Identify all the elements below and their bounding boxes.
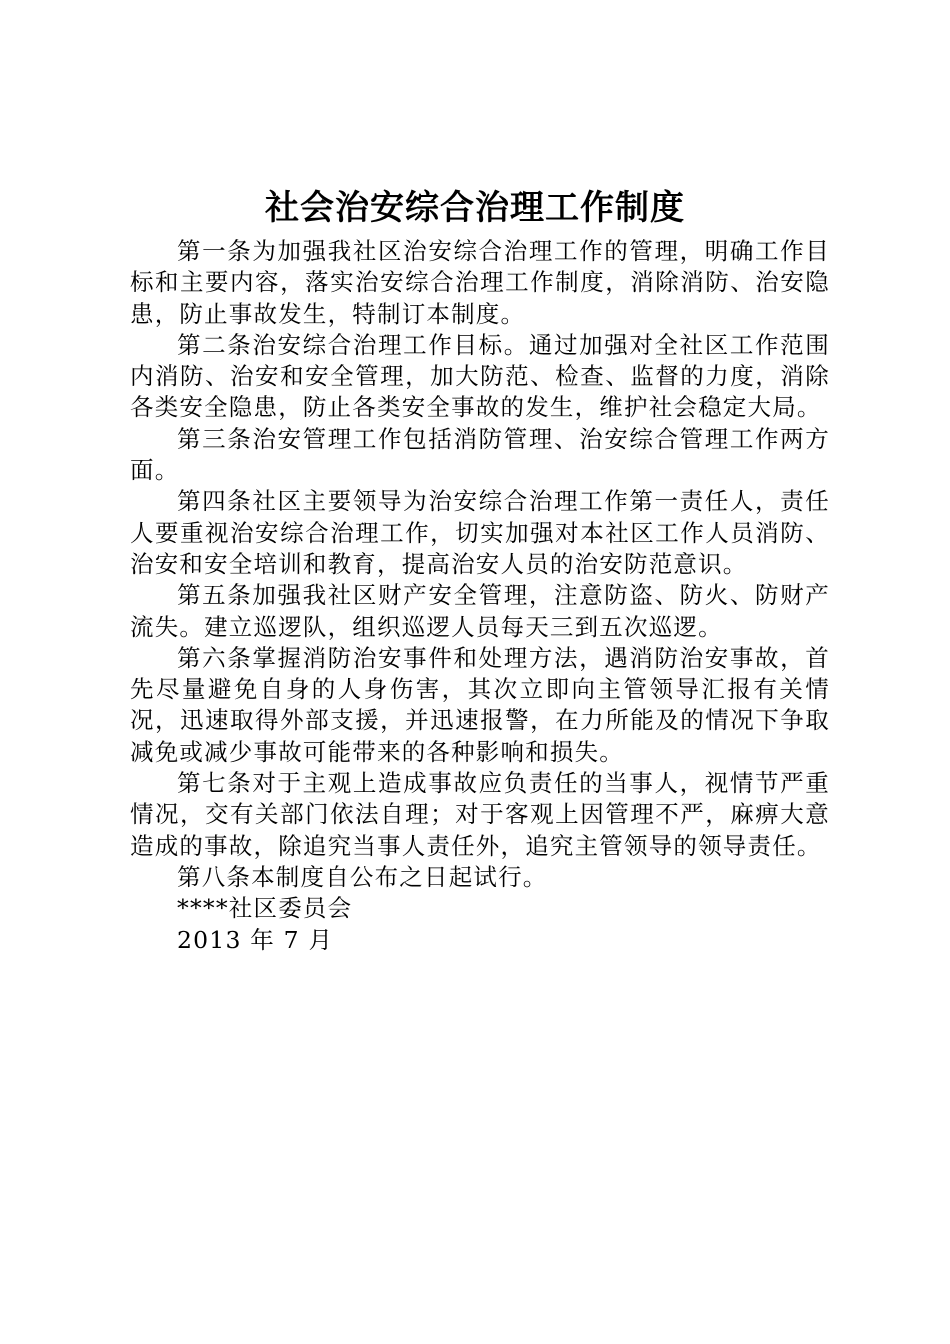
article-1: 第一条为加强我社区治安综合治理工作的管理，明确工作目标和主要内容，落实治安综合治理工作制度，消除消防、治安隐患，防止事故发生，特制订本制度。: [130, 237, 830, 328]
document-date: 2013 年 7 月: [177, 925, 334, 954]
article-3: 第三条治安管理工作包括消防管理、治安综合管理工作两方面。: [130, 424, 830, 485]
article-6: 第六条掌握消防治安事件和处理方法，遇消防治安事故，首先尽量避免自身的人身伤害，其次立即向主管领导汇报有关情况，迅速取得外部支援，并迅速报警，在力所能及的情况下争取减免或减少事故可能带来的各种影响和损失。: [130, 643, 830, 766]
article-7: 第七条对于主观上造成事故应负责任的当事人，视情节严重情况，交有关部门依法自理；对于客观上因管理不严，麻痹大意造成的事故，除追究当事人责任外，追究主管领导的领导责任。: [130, 769, 830, 860]
document-title: 社会治安综合治理工作制度: [265, 188, 685, 228]
signature: ****社区委员会: [177, 894, 353, 923]
article-4: 第四条社区主要领导为治安综合治理工作第一责任人，责任人要重视治安综合治理工作，切实加强对本社区工作人员消防、治安和安全培训和教育，提高治安人员的治安防范意识。: [130, 487, 830, 578]
document-body: [130, 236, 830, 956]
article-2: 第二条治安综合治理工作目标。通过加强对全社区工作范围内消防、治安和安全管理，加大防范、检查、监督的力度，消除各类安全隐患，防止各类安全事故的发生，维护社会稳定大局。: [130, 330, 830, 422]
article-8: 第八条本制度自公布之日起试行。: [177, 862, 548, 891]
article-5: 第五条加强我社区财产安全管理，注意防盗、防火、防财产流失。建立巡逻队，组织巡逻人员每天三到五次巡逻。: [130, 581, 830, 641]
